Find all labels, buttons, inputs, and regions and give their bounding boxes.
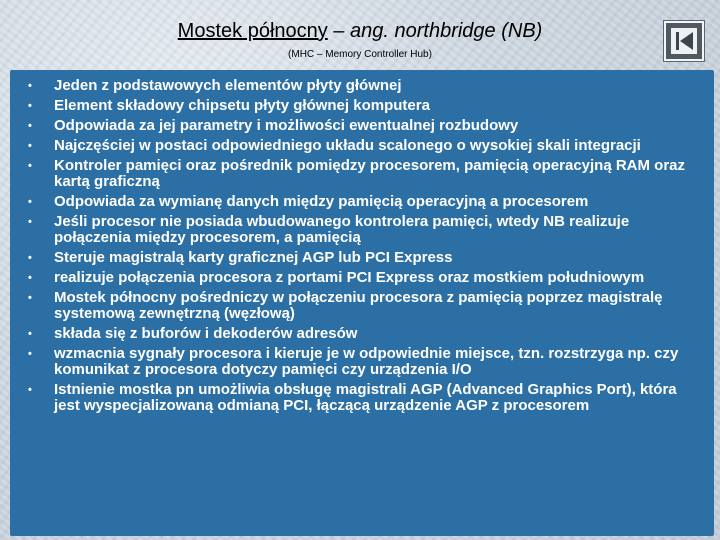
bullet-dot-icon: • <box>28 292 32 304</box>
first-slide-button[interactable] <box>664 21 704 61</box>
bullet-text: Mostek północny pośredniczy w połączeniu procesora z pamięcią poprzez magistralę systemową zewnętrzną (węzłową) <box>54 289 663 322</box>
bullet-dot-icon: • <box>28 196 32 208</box>
bullet-dot-icon: • <box>28 384 32 396</box>
content-panel <box>10 70 714 536</box>
bullet-dot-icon: • <box>28 252 32 264</box>
bullet-dot-icon: • <box>28 216 32 228</box>
title-main: Mostek północny <box>177 20 328 42</box>
title-separator: – <box>327 20 350 42</box>
bullet-item <box>10 98 710 114</box>
bullet-dot-icon: • <box>28 272 32 284</box>
title-subtitle: ang. northbridge (NB) <box>350 20 543 42</box>
bullet-dot-icon: • <box>28 100 32 112</box>
bullet-dot-icon: • <box>28 120 32 132</box>
first-slide-icon <box>668 25 700 57</box>
bullet-item <box>10 214 710 246</box>
bullet-text: Kontroler pamięci oraz pośrednik pomiędzy procesorem, pamięcią operacyjną RAM oraz kartą graficzną <box>54 157 686 190</box>
bullet-item <box>10 118 710 134</box>
bullet-dot-icon: • <box>28 140 32 152</box>
bullet-item <box>10 78 710 94</box>
bullet-item <box>10 326 710 342</box>
bullet-dot-icon: • <box>28 160 32 172</box>
bullet-text: wzmacnia sygnały procesora i kieruje je w odpowiednie miejsce, tzn. rozstrzyga np. czy komunikat z procesora dotyczy pamięci czy urządzenia I/O <box>54 345 679 378</box>
bullet-item <box>10 250 710 266</box>
bullet-text: Najczęściej w postaci odpowiedniego układu scalonego o wysokiej skali integracji <box>54 137 641 154</box>
bullet-text: Istnienie mostka pn umożliwia obsługę magistrali AGP (Advanced Graphics Port), która jest wyspecjalizowaną odmianą PCI, łączącą urządzenie AGP z procesorem <box>54 381 677 414</box>
bullet-dot-icon: • <box>28 328 32 340</box>
bullet-item <box>10 346 710 378</box>
bullet-text: składa się z buforów i dekoderów adresów <box>54 325 358 342</box>
bullet-text: Odpowiada za jej parametry i możliwości ewentualnej rozbudowy <box>54 117 519 134</box>
bullet-text: Odpowiada za wymianę danych między pamięcią operacyjną a procesorem <box>54 193 589 210</box>
bullet-item <box>10 158 710 190</box>
bullet-text: Jeden z podstawowych elementów płyty głównej <box>54 77 402 94</box>
slide-title <box>0 20 720 43</box>
bullet-item <box>10 270 710 286</box>
slide-subtitle: (MHC – Memory Controller Hub) <box>288 49 432 60</box>
bullet-item <box>10 290 710 322</box>
bullet-text: Element składowy chipsetu płyty głównej komputera <box>54 97 430 114</box>
bullet-text: Steruje magistralą karty graficznej AGP lub PCI Express <box>54 249 453 266</box>
bullet-item <box>10 194 710 210</box>
bullet-dot-icon: • <box>28 80 32 92</box>
bullet-list <box>10 78 710 418</box>
bullet-dot-icon: • <box>28 348 32 360</box>
bullet-item <box>10 382 710 414</box>
bullet-text: realizuje połączenia procesora z portami PCI Express oraz mostkiem południowym <box>54 269 645 286</box>
bullet-item <box>10 138 710 154</box>
bullet-text: Jeśli procesor nie posiada wbudowanego kontrolera pamięci, wtedy NB realizuje połączenia między procesorem, a pamięcią <box>54 213 630 246</box>
